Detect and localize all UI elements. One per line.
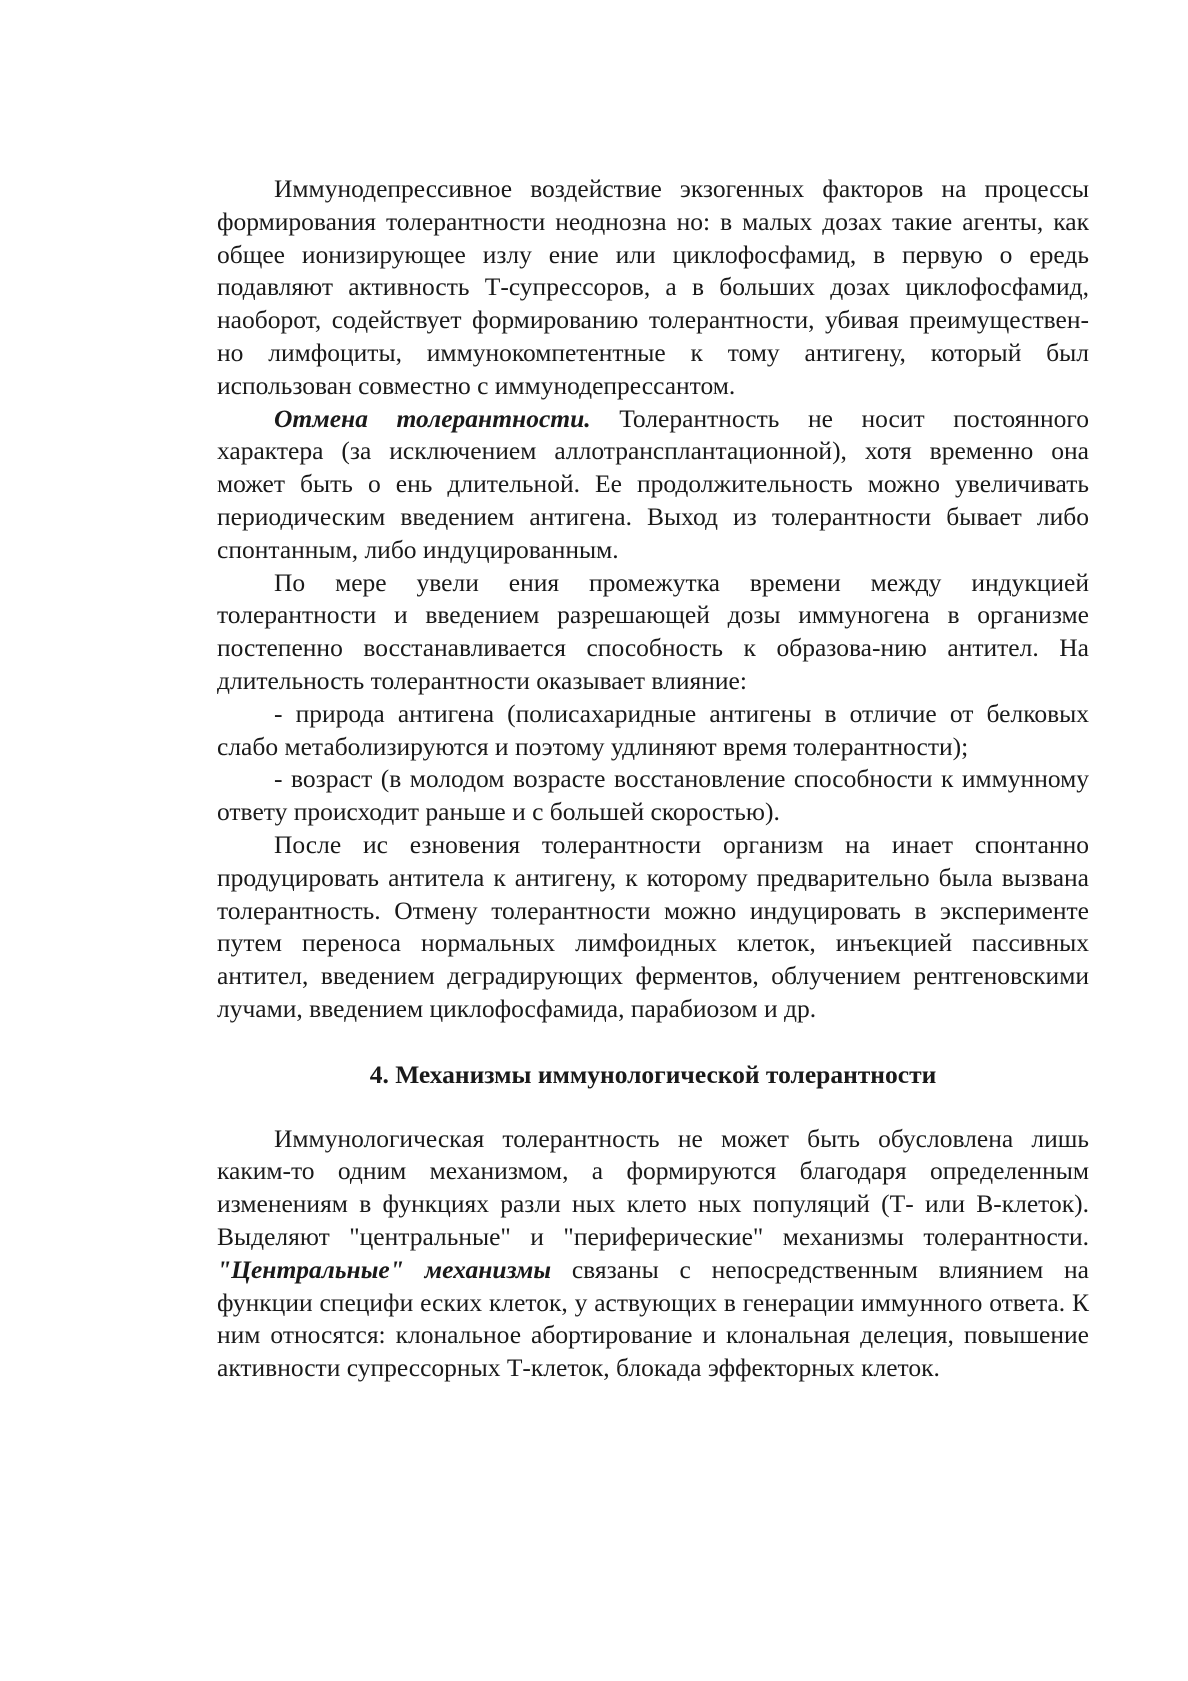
list-item-text: - возраст (в молодом возрасте восстановление способности к иммунному ответу происходит раньше и с большей скоростью).: [217, 764, 1089, 827]
paragraph-text: связаны с непосредственным влиянием на функции специфи еских клеток, у аствующих в генерации иммунного ответа. К ним относятся: клональное абортирование и клональная делеция, повышение активности супрессорных Т-клеток, блокада эффекторных клеток.: [217, 1254, 1089, 1383]
lead-term: Отмена толерантности.: [274, 403, 591, 433]
section-heading: 4. Механизмы иммунологической толерантности: [369, 1059, 937, 1089]
list-item-antigen-nature: [217, 698, 1089, 764]
paragraph-after-tolerance: [217, 829, 1089, 1026]
paragraph-text: Иммунодепрессивное воздействие экзогенных факторов на процессы формирования толерантности неоднозна но: в малых дозах такие агенты, как общее ионизирующее излу ение или циклофосфамид, в первую о ередь подавляют активность Т-супрессоров, а в больших дозах циклофосфамид, наоборот, содействует формированию толерантности, убивая преимуществен-но лимфоциты, иммунокомпетентные к тому антигену, который был использован совместно с иммунодепрессантом.: [217, 174, 1089, 400]
paragraph-text: После ис езновения толерантности организм на инает спонтанно продуцировать антитела к антигену, к которому предварительно была вызвана толерантность. Отмену толерантности можно индуцировать в эксперименте путем переноса нормальных лимфоидных клеток, инъекцией пассивных антител, введением деградирующих ферментов, облучением рентгеновскими лучами, введением циклофосфамида, парабиозом и др.: [217, 829, 1089, 1023]
paragraph-tolerance-cancellation: [217, 403, 1089, 567]
document-page: [217, 173, 1089, 1385]
list-item-age: [217, 763, 1089, 829]
paragraph-immunodepressive: [217, 173, 1089, 403]
emphasis-term: "Центральные" механизмы: [217, 1254, 552, 1284]
paragraph-text: Иммунологическая толерантность не может быть обусловлена лишь каким-то одним механизмом, а формируются благодаря определенным изменениям в функциях разли ных клето ных популяций (Т- или В-клеток). Выделяют "центральные" и "периферические" механизмы толерантности.: [217, 1123, 1089, 1251]
paragraph-text: Толерантность не носит постоянного характера (за исключением аллотрансплантационной), хотя временно она может быть о ень длительной. Ее продолжительность можно увеличивать периодическим введением антигена. Выход из толерантности бывает либо спонтанным, либо индуцированным.: [217, 403, 1089, 564]
paragraph-time-interval: [217, 567, 1089, 698]
paragraph-mechanisms: [217, 1123, 1089, 1385]
list-item-text: - природа антигена (полисахаридные антигены в отличие от белковых слабо метаболизируются и поэтому удлиняют время толерантности);: [217, 698, 1089, 761]
paragraph-text: По мере увели ения промежутка времени между индукцией толерантности и введением разрешающей дозы иммуногена в организме постепенно восстанавливается способность к образова-нию антител. На длительность толерантности оказывает влияние:: [217, 567, 1089, 695]
